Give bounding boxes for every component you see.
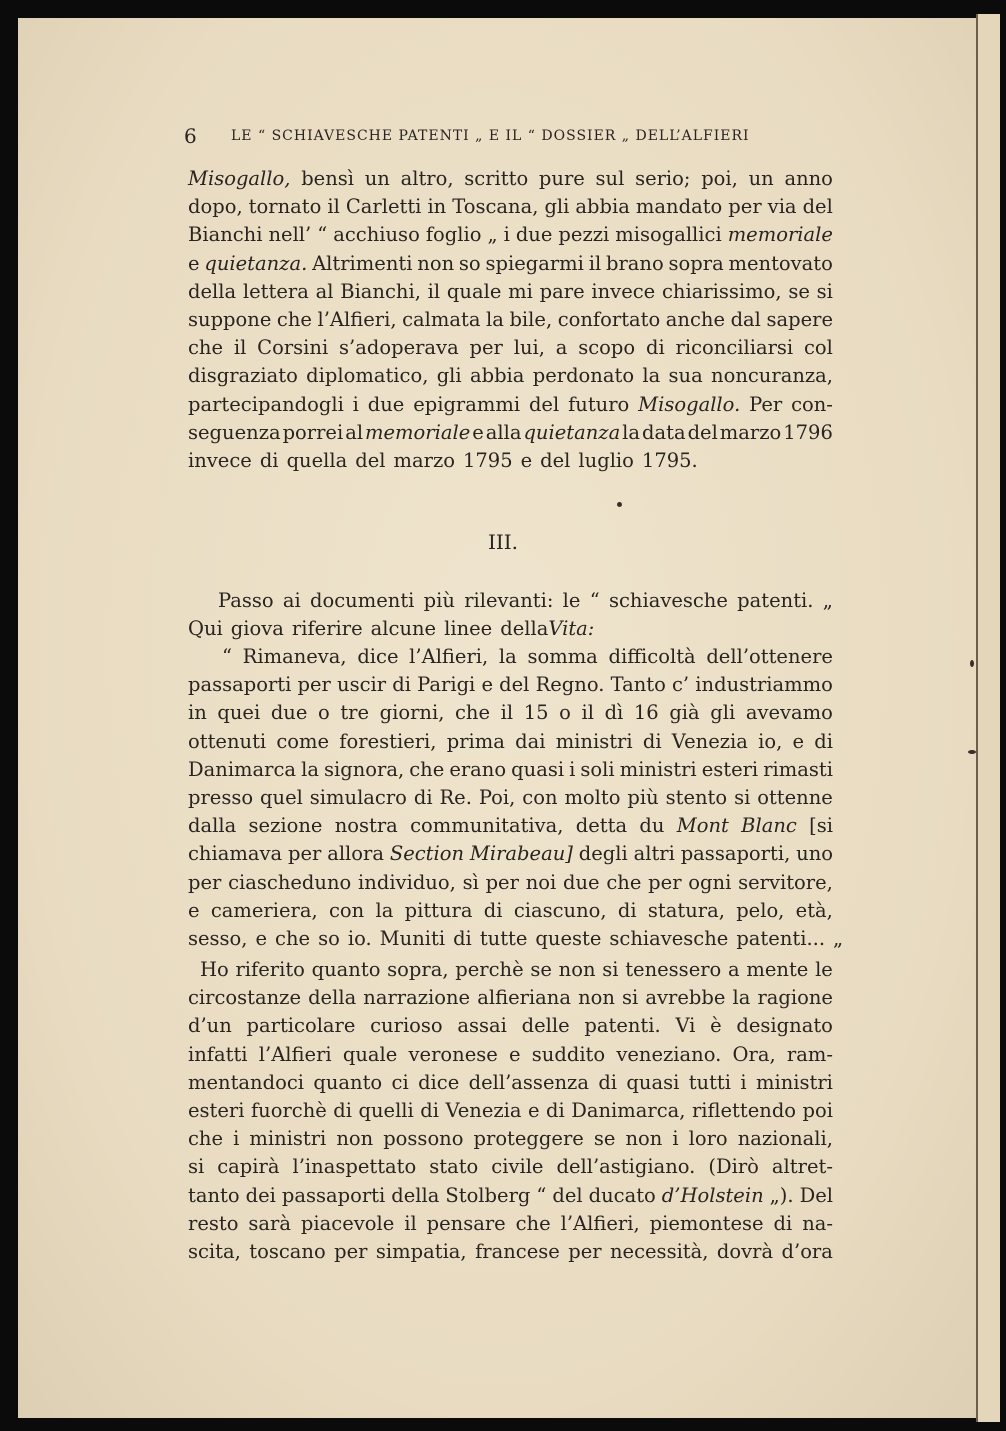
- text-line: invece di quella del marzo 1795 e del luglio 1795.: [188, 449, 698, 472]
- text-line: scita, toscano per simpatia, francese per necessità, dovrà d’ora: [188, 1240, 833, 1263]
- page-header: [184, 124, 834, 150]
- text-line: infatti l’Alfieri quale veronese e suddito veneziano. Ora, ram-: [188, 1042, 833, 1066]
- running-head: LE “ SCHIAVESCHE PATENTI „ E IL “ DOSSIER „ DELL’ALFIERI: [231, 128, 750, 144]
- text-line: chiamava per allora Section Mirabeau] degli altri passaporti, uno: [188, 842, 833, 866]
- text-line: esteri fuorchè di quelli di Venezia e di Danimarca, riflettendo poi: [188, 1099, 833, 1122]
- text-line: dopo, tornato il Carletti in Toscana, gli abbia mandato per via del: [188, 195, 833, 219]
- ink-speck: [617, 502, 622, 507]
- text-line: circostanze della narrazione alfieriana non si avrebbe la ragione: [188, 986, 833, 1010]
- text-line: Bianchi nell’ “ acchiuso foglio „ i due pezzi misogallici memoriale: [188, 223, 833, 247]
- adjacent-page-edge: [976, 14, 1000, 1422]
- text-line: della lettera al Bianchi, il quale mi pare invece chiarissimo, se si: [188, 279, 833, 303]
- text-line: dalla sezione nostra communitativa, detta du Mont Blanc [si: [188, 814, 833, 838]
- text-line: si capirà l’inaspettato stato civile dell’astigiano. (Dirò altret-: [188, 1155, 833, 1179]
- text-line: d’un particolare curioso assai delle patenti. Vi è designato: [188, 1014, 833, 1038]
- text-line: partecipandogli i due epigrammi del futuro Misogallo. Per con-: [188, 392, 833, 416]
- text-line: resto sarà piacevole il pensare che l’Alfieri, piemontese di na-: [188, 1211, 833, 1235]
- text-line: per ciascheduno individuo, sì per noi due che per ogni servitore,: [188, 870, 833, 894]
- text-line: in quei due o tre giorni, che il 15 o il dì 16 già gli avevamo: [188, 701, 833, 725]
- ink-speck: [968, 750, 976, 754]
- text-line: tanto dei passaporti della Stolberg “ del ducato d’Holstein „). Del: [188, 1183, 833, 1207]
- text-line: Danimarca la signora, che erano quasi i soli ministri esteri rimasti: [188, 757, 833, 781]
- text-line: che i ministri non possono proteggere se non i loro nazionali,: [188, 1127, 833, 1151]
- text-line: “ Rimaneva, dice l’Alfieri, la somma difficoltà dell’ottenere: [222, 645, 833, 668]
- text-line: Ho riferito quanto sopra, perchè se non si tenessero a mente le: [200, 958, 833, 981]
- text-line: e quietanza. Altrimenti non so spiegarmi il brano sopra mentovato: [188, 251, 833, 275]
- ink-speck: [970, 660, 974, 667]
- text-line: Misogallo, bensì un altro, scritto pure sul serio; poi, un anno: [188, 167, 833, 190]
- text-line: mentandoci quanto ci dice dell’assenza di quasi tutti i ministri: [188, 1070, 833, 1094]
- text-line: Qui giova riferire alcune linee della Vita:: [188, 617, 595, 641]
- text-line: disgraziato diplomatico, gli abbia perdonato la sua noncuranza,: [188, 364, 833, 388]
- text-line: suppone che l’Alfieri, calmata la bile, confortato anche dal sapere: [188, 308, 833, 331]
- text-line: Passo ai documenti più rilevanti: le “ schiavesche patenti. „: [218, 589, 833, 612]
- text-line: passaporti per uscir di Parigi e del Regno. Tanto c’ industriammo: [188, 673, 833, 697]
- text-line: e cameriera, con la pittura di ciascuno, di statura, pelo, età,: [188, 898, 833, 922]
- section-heading: III.: [487, 530, 519, 554]
- text-line: seguenza porrei al memoriale e alla quietanza la data del marzo 1796: [188, 420, 833, 444]
- text-line: presso quel simulacro di Re. Poi, con molto più stento si ottenne: [188, 786, 833, 809]
- text-line: ottenuti come forestieri, prima dai ministri di Venezia io, e di: [188, 729, 833, 753]
- page-number: 6: [184, 124, 197, 148]
- text-line: che il Corsini s’adoperava per lui, a scopo di riconciliarsi col: [188, 336, 833, 360]
- text-line: sesso, e che so io. Muniti di tutte queste schiavesche patenti... „: [188, 927, 844, 950]
